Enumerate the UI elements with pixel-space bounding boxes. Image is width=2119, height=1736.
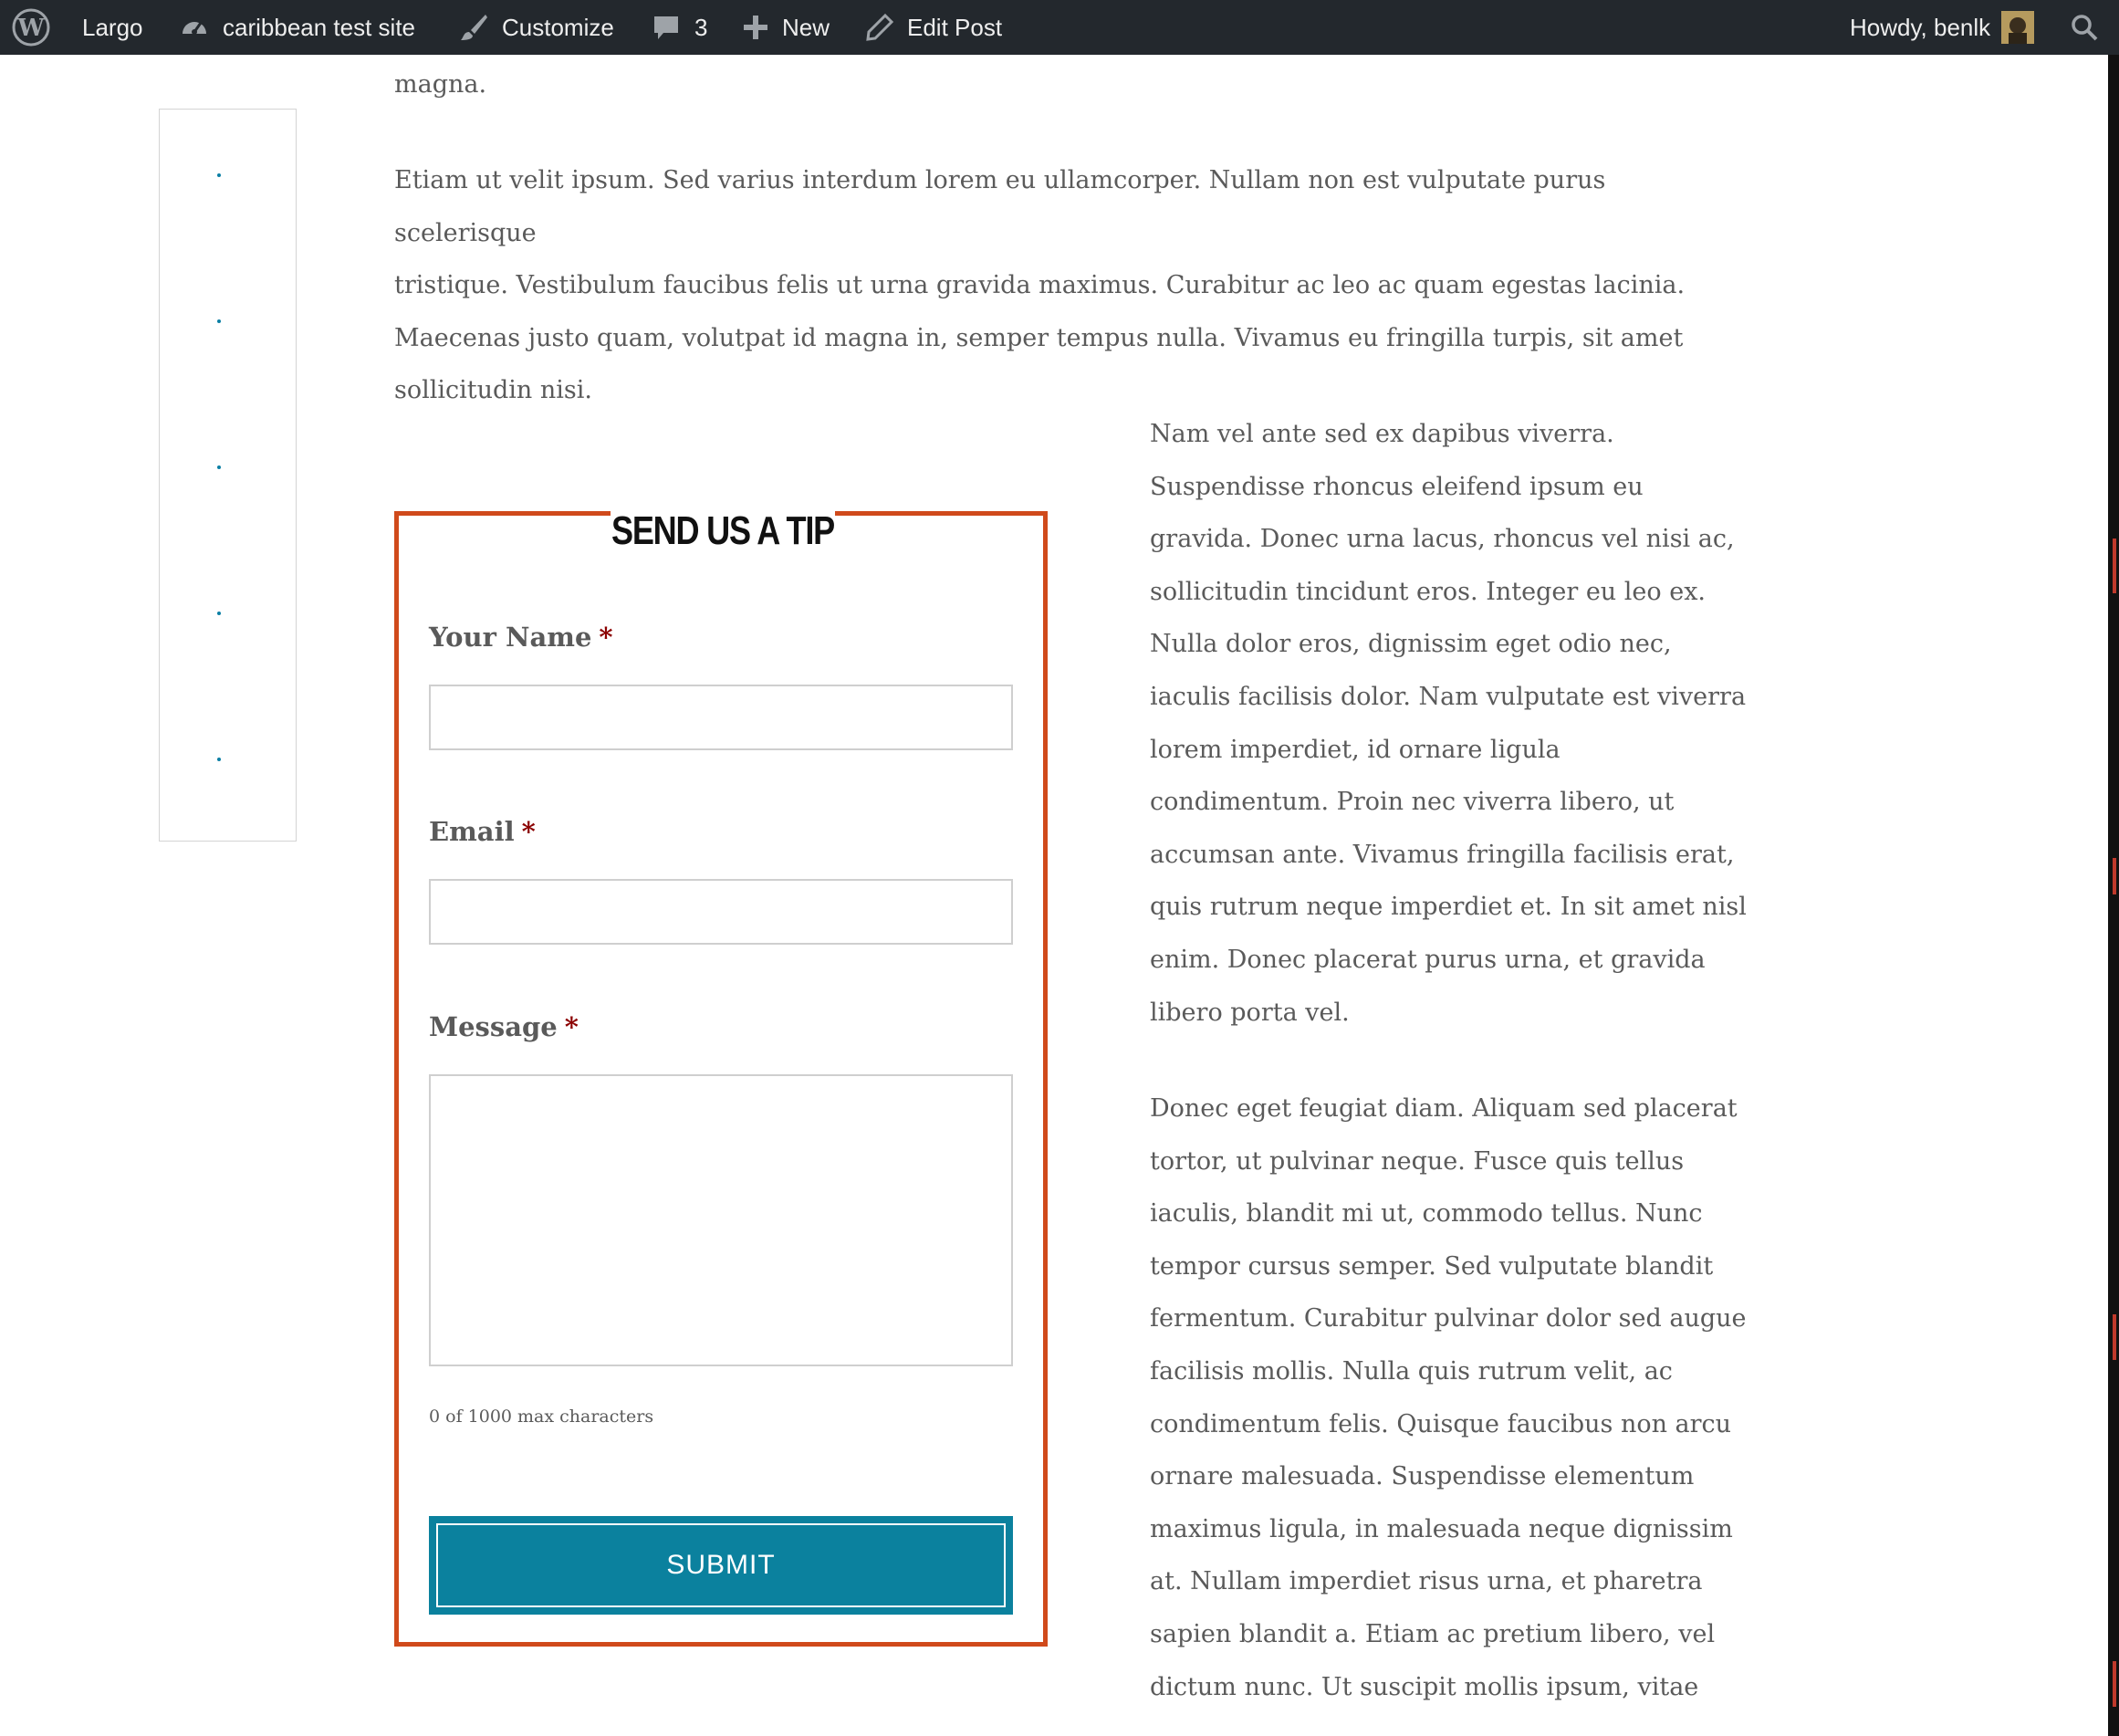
text-line: enim. Donec placerat purus urna, et gravida: [1150, 945, 1706, 974]
text-line: fermentum. Curabitur pulvinar dolor sed augue: [1150, 1304, 1747, 1333]
edit-post-menu[interactable]: [865, 0, 1002, 55]
share-link[interactable]: [217, 758, 221, 761]
largo-label: Largo: [82, 13, 143, 41]
plus-icon: [742, 14, 769, 41]
customize-label: Customize: [502, 13, 614, 41]
text-line: libero porta vel.: [1150, 998, 1350, 1027]
name-label-text: Your Name: [429, 622, 592, 653]
share-link[interactable]: [217, 173, 221, 177]
comment-icon: [651, 12, 682, 43]
paintbrush-icon: [458, 12, 489, 43]
required-marker: *: [564, 1011, 579, 1042]
comments-count: 3: [694, 13, 708, 41]
tip-form-title: SEND US A TIP: [611, 499, 835, 563]
pencil-icon: [865, 13, 894, 42]
paragraph-nam: [1150, 408, 1789, 1039]
required-marker: *: [599, 622, 613, 653]
message-label: [429, 1011, 579, 1042]
paragraph-etiam: [394, 154, 1745, 417]
comments-menu[interactable]: [651, 0, 707, 55]
text-line: tortor, ut pulvinar neque. Fusce quis tellus: [1150, 1146, 1685, 1176]
new-label: New: [782, 13, 830, 41]
text-line: condimentum felis. Quisque faucibus non arcu: [1150, 1409, 1732, 1438]
tip-form: [394, 508, 1048, 1647]
text-line: Nam vel ante sed ex dapibus viverra.: [1150, 420, 1614, 448]
text-line: condimentum. Proin nec viverra libero, ut: [1150, 788, 1675, 817]
text-line: quis rutrum neque imperdiet et. In sit amet nisl: [1150, 893, 1747, 922]
svg-text:W: W: [17, 15, 45, 42]
text-line: at. Nullam imperdiet risus urna, et pharetra: [1150, 1567, 1703, 1596]
text-line: Maecenas justo quam, volutpat id magna in, semper tempus nulla. Vivamus eu fringilla turpis, sit amet: [394, 323, 1684, 352]
my-account-menu[interactable]: [1850, 0, 2034, 55]
required-marker: *: [521, 816, 536, 847]
text-line: Donec eget feugiat diam. Aliquam sed placerat: [1150, 1094, 1738, 1123]
text-line: Suspendisse rhoncus eleifend ipsum eu: [1150, 472, 1644, 501]
share-link[interactable]: [217, 319, 221, 323]
site-name-label: caribbean test site: [223, 13, 416, 41]
paragraph-donec: [1150, 1082, 1789, 1713]
paragraph-fragment: magna.: [394, 70, 487, 99]
strip-mark: [2113, 1314, 2116, 1360]
submit-label: SUBMIT: [436, 1523, 1006, 1607]
text-line: tempor cursus semper. Sed vulputate blandit: [1150, 1251, 1714, 1281]
character-counter: 0 of 1000 max characters: [429, 1407, 654, 1427]
strip-mark: [2113, 1661, 2116, 1707]
site-name-menu[interactable]: [179, 0, 415, 55]
wordpress-logo-icon[interactable]: [12, 0, 50, 55]
customize-menu[interactable]: [458, 0, 614, 55]
largo-menu[interactable]: [82, 0, 143, 55]
message-textarea[interactable]: [429, 1074, 1013, 1366]
text-line: facilisis mollis. Nulla quis rutrum velit, ac: [1150, 1356, 1673, 1386]
text-line: sapien blandit a. Etiam ac pretium libero, vel: [1150, 1619, 1716, 1648]
admin-bar: [0, 0, 2119, 55]
text-line: tristique. Vestibulum faucibus felis ut urna gravida maximus. Curabitur ac leo ac quam egestas lacinia.: [394, 271, 1686, 300]
email-label: [429, 816, 536, 847]
share-link[interactable]: [217, 612, 221, 615]
email-label-text: Email: [429, 816, 515, 847]
name-input[interactable]: [429, 685, 1013, 750]
dashboard-icon: [179, 12, 210, 43]
new-content-menu[interactable]: [742, 0, 830, 55]
text-line: Nulla dolor eros, dignissim eget odio nec,: [1150, 630, 1672, 659]
strip-mark: [2113, 858, 2116, 894]
share-link[interactable]: [217, 465, 221, 469]
share-sidebar: [159, 109, 297, 842]
text-line: ornare malesuada. Suspendisse elementum: [1150, 1462, 1695, 1491]
text-line: sollicitudin nisi.: [394, 376, 593, 405]
text-line: lorem imperdiet, id ornare ligula: [1150, 735, 1561, 764]
text-line: maximus ligula, in malesuada neque dignissim: [1150, 1514, 1733, 1543]
name-label: [429, 622, 613, 653]
edit-post-label: Edit Post: [907, 13, 1003, 41]
text-line: accumsan ante. Vivamus fringilla facilisis erat,: [1150, 840, 1735, 869]
text-line: iaculis, blandit mi ut, commodo tellus. Nunc: [1150, 1199, 1703, 1229]
text-line: gravida. Donec urna lacus, rhoncus vel nisi ac,: [1150, 525, 1735, 554]
email-input[interactable]: [429, 879, 1013, 945]
strip-mark: [2113, 539, 2116, 593]
text-line: sollicitudin tincidunt eros. Integer eu leo ex.: [1150, 577, 1707, 606]
avatar-icon: [2001, 11, 2034, 44]
text-line: Etiam ut velit ipsum. Sed varius interdum lorem eu ullamcorper. Nullam non est vulputate purus scelerisque: [394, 166, 1606, 247]
window-edge-strip: [2108, 55, 2119, 1736]
text-line: iaculis facilisis dolor. Nam vulputate est viverra: [1150, 682, 1747, 711]
submit-button[interactable]: [429, 1516, 1013, 1615]
search-icon[interactable]: [2070, 0, 2099, 55]
howdy-label: Howdy, benlk: [1850, 13, 1991, 41]
text-line: dictum nunc. Ut suscipit mollis ipsum, vitae: [1150, 1672, 1699, 1701]
message-label-text: Message: [429, 1011, 558, 1042]
